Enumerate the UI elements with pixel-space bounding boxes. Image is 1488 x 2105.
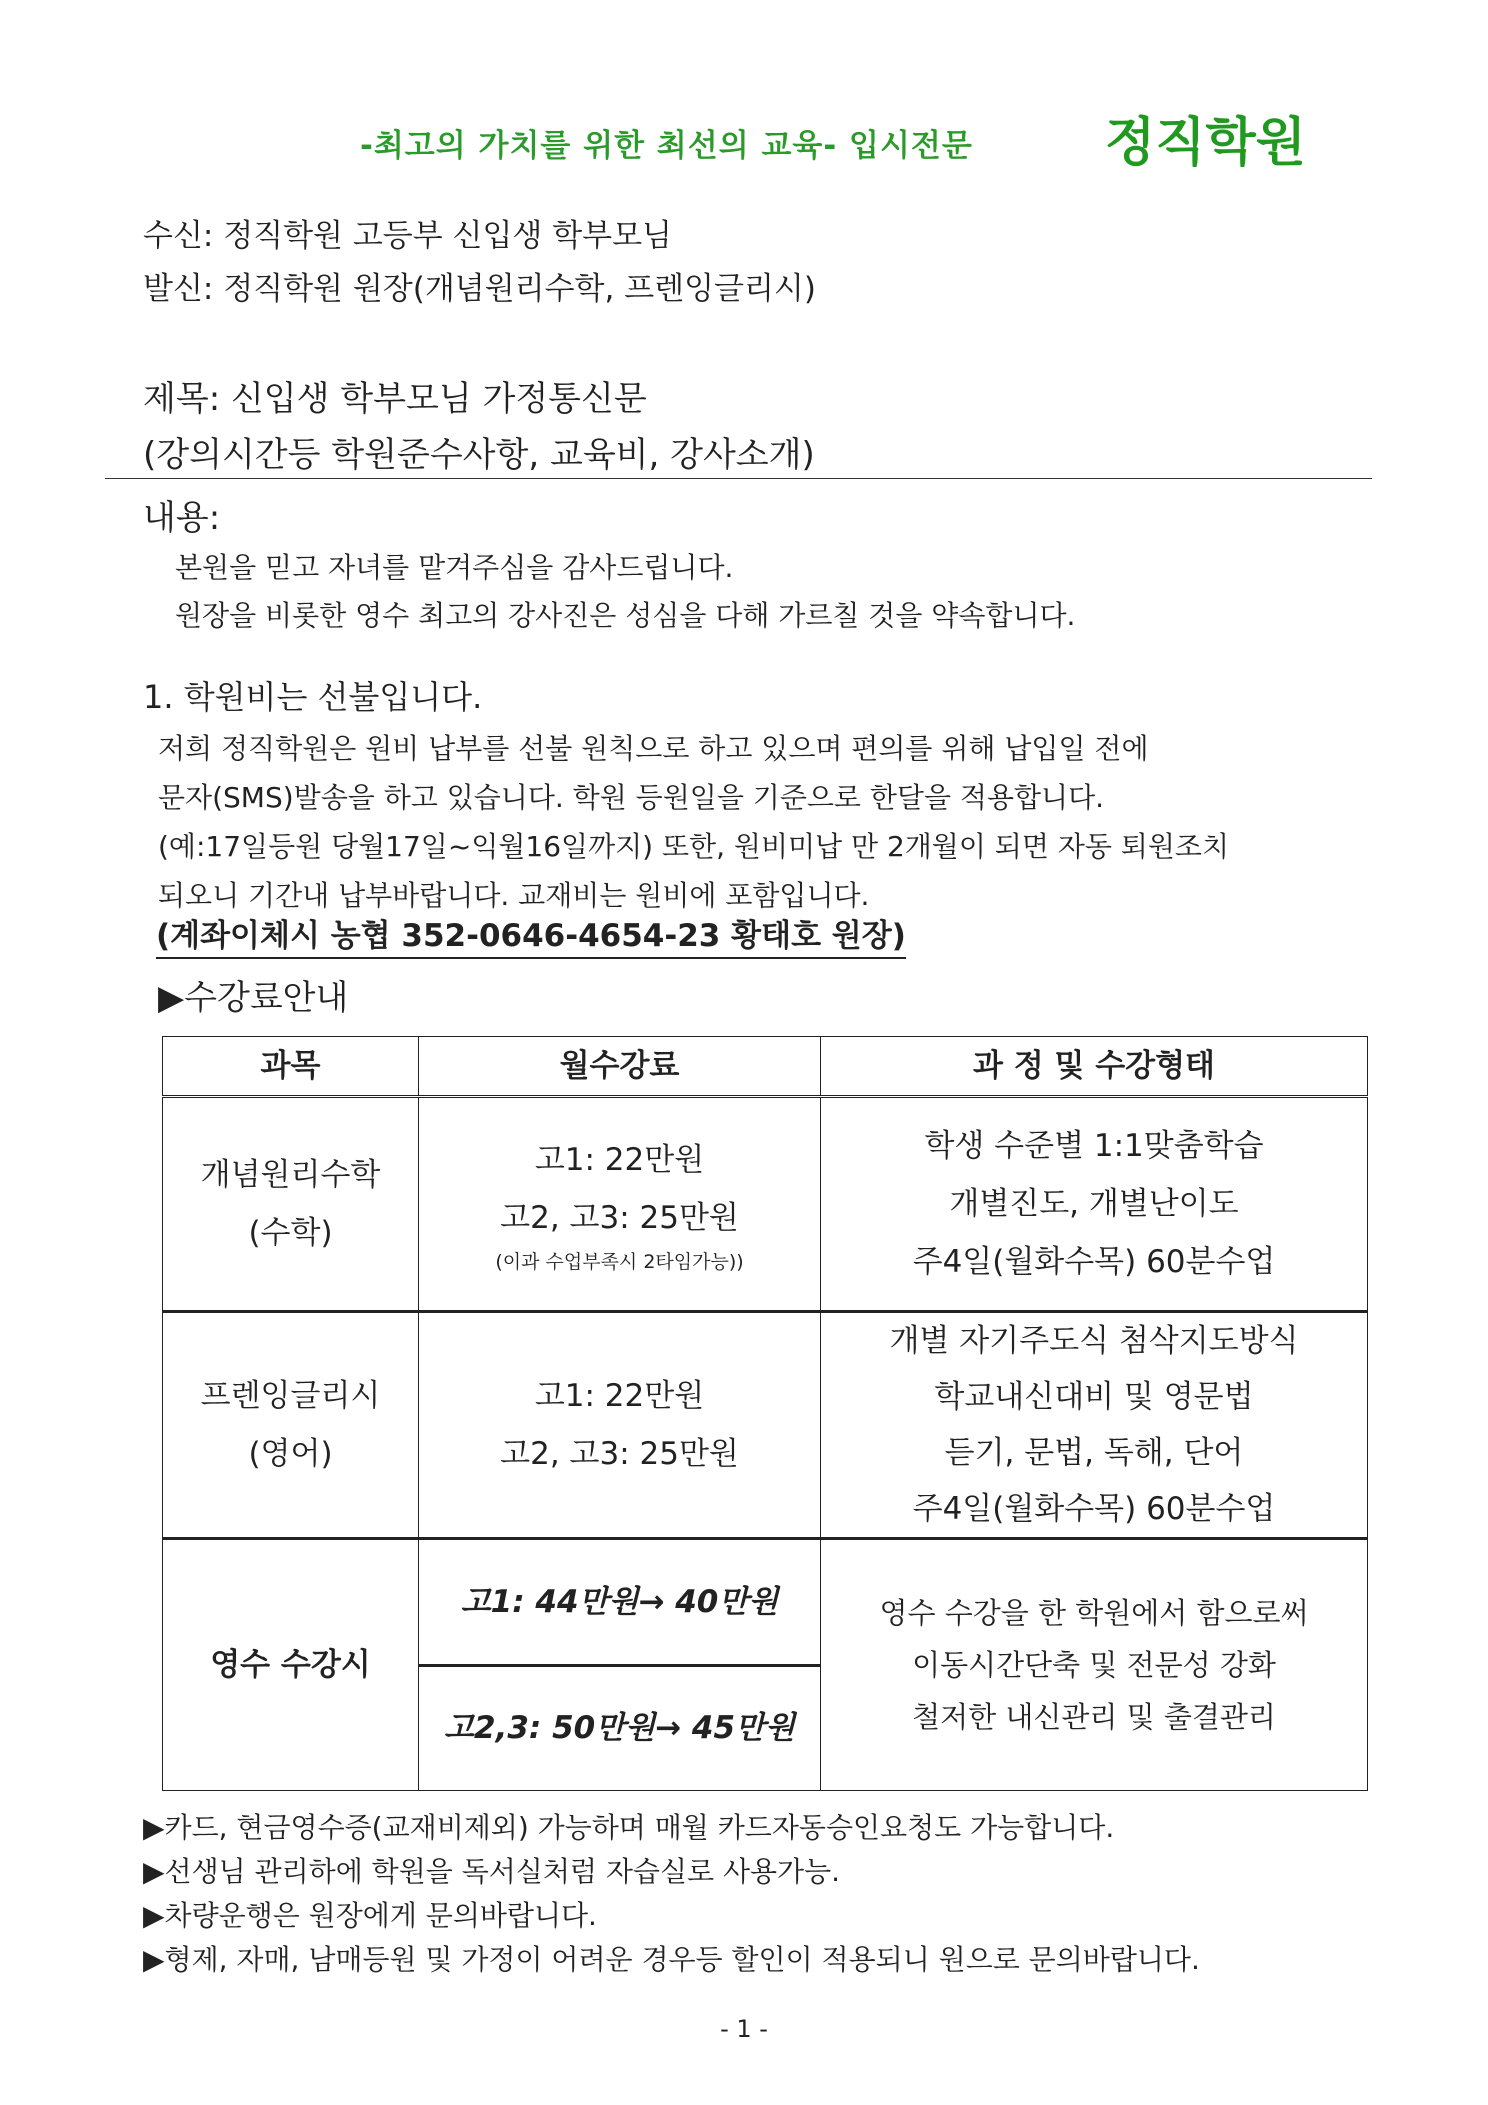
note-1: ▶카드, 현금영수증(교재비제외) 가능하며 매월 카드자동승인요청도 가능합니다. xyxy=(143,1811,1115,1844)
table-header-row xyxy=(163,1037,1368,1097)
fee-table xyxy=(162,1036,1368,1791)
greeting-line-1: 본원을 믿고 자녀를 맡겨주심을 감사드립니다. xyxy=(175,551,734,584)
note-3: ▶차량운행은 원장에게 문의바랍니다. xyxy=(143,1899,597,1932)
combo-fee xyxy=(419,1539,821,1791)
fee-heading: ▶수강료안내 xyxy=(158,978,349,1018)
math-course: 학생 수준별 1:1맞춤학습 개별진도, 개별난이도 주4일(월화수목) 60분수업 xyxy=(821,1097,1368,1312)
header-course: 과 정 및 수강형태 xyxy=(821,1037,1368,1097)
english-fee: 고1: 22만원 고2, 고3: 25만원 xyxy=(419,1312,821,1539)
math-fee-note: (이과 수업부족시 2타임가능)) xyxy=(495,1251,744,1273)
math-fee: 고1: 22만원 고2, 고3: 25만원 (이과 수업부족시 2타임가능)) xyxy=(419,1097,821,1312)
divider xyxy=(105,478,1372,479)
page-number: - 1 - xyxy=(720,2015,768,2043)
header-subject: 과목 xyxy=(163,1037,419,1097)
section1-line-2: 문자(SMS)발송을 하고 있습니다. 학원 등원일을 기준으로 한달을 적용합니다. xyxy=(158,781,1105,814)
combo-fee-g1: 고1: 44만원→ 40만원 xyxy=(419,1540,820,1667)
subject-line-1: 제목: 신입생 학부모님 가정통신문 xyxy=(143,379,647,419)
greeting-line-2: 원장을 비롯한 영수 최고의 강사진은 성심을 다해 가르칠 것을 약속합니다. xyxy=(175,599,1076,632)
section1-line-1: 저희 정직학원은 원비 납부를 선불 원칙으로 하고 있으며 편의를 위해 납입일 전에 xyxy=(158,732,1149,765)
bank-account: (계좌이체시 농협 352-0646-4654-23 황태호 원장) xyxy=(156,910,906,959)
slogan: -최고의 가치를 위한 최선의 교육- 입시전문 xyxy=(360,128,973,164)
header xyxy=(360,100,1360,173)
combo-fee-g23: 고2,3: 50만원→ 45만원 xyxy=(444,1710,795,1747)
table-row-english xyxy=(163,1312,1368,1539)
sender: 발신: 정직학원 원장(개념원리수학, 프렌잉글리시) xyxy=(143,271,816,307)
english-course: 개별 자기주도식 첨삭지도방식 학교내신대비 및 영문법 듣기, 문법, 독해, 단어 주4일(월화수목) 60분수업 xyxy=(821,1312,1368,1539)
header-fee: 월수강료 xyxy=(419,1037,821,1097)
combo-subject: 영수 수강시 xyxy=(163,1539,419,1791)
section1-line-4: 되오니 기간내 납부바랍니다. 교재비는 원비에 포함입니다. xyxy=(158,879,870,912)
section1-title: 1. 학원비는 선불입니다. xyxy=(143,678,483,716)
table-row-combo xyxy=(163,1539,1368,1791)
brand-logo-text: 정직학원 xyxy=(1105,113,1306,173)
note-4: ▶형제, 자매, 남매등원 및 가정이 어려운 경우등 할인이 적용되니 원으로 문의바랍니다. xyxy=(143,1943,1200,1976)
combo-course: 영수 수강을 한 학원에서 함으로써 이동시간단축 및 전문성 강화 철저한 내신관리 및 출결관리 xyxy=(821,1539,1368,1791)
note-2: ▶선생님 관리하에 학원을 독서실처럼 자습실로 사용가능. xyxy=(143,1855,841,1888)
math-subject: 개념원리수학 (수학) xyxy=(163,1097,419,1312)
recipient: 수신: 정직학원 고등부 신입생 학부모님 xyxy=(143,218,672,254)
section1-line-3: (예:17일등원 당월17일~익월16일까지) 또한, 원비미납 만 2개월이 되면 자동 퇴원조치 xyxy=(158,830,1229,863)
subject-line-2: (강의시간등 학원준수사항, 교육비, 강사소개) xyxy=(143,435,815,475)
table-row-math xyxy=(163,1097,1368,1312)
english-subject: 프렌잉글리시 (영어) xyxy=(163,1312,419,1539)
content-label: 내용: xyxy=(143,498,221,538)
